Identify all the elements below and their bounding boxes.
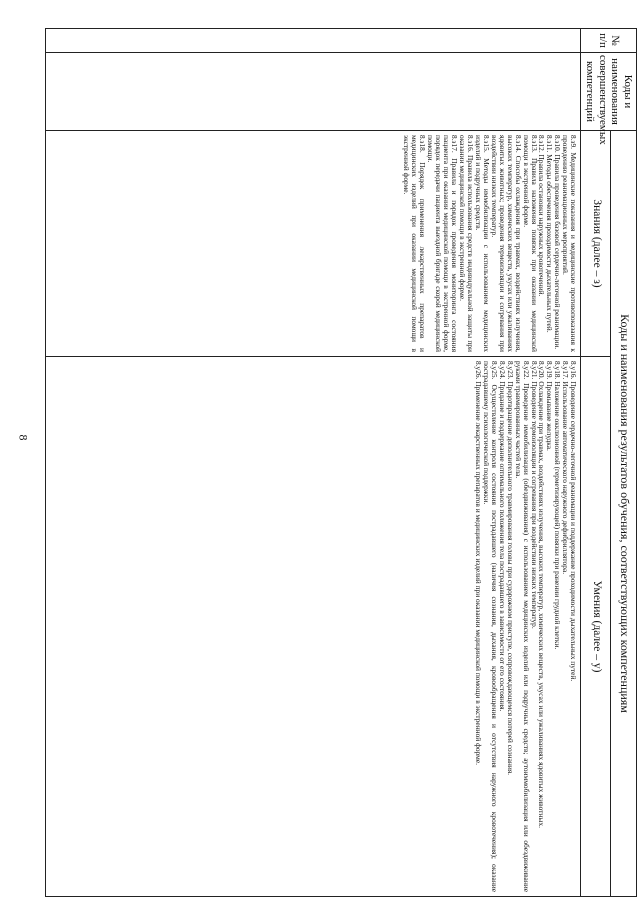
skill-item: 8.у23. Предотвращение дополнительного травмирования головы при судорожном приступе, сопровождающемся потерей сознания. xyxy=(505,361,515,776)
skill-item: 8.у20. Охлаждение при травмах, воздействиях излучения, высоких температур, химических веществ, укусах или ужаливаниях ядовитых животных. xyxy=(537,361,547,828)
knowledge-item: 8.з11. Методы обеспечения проходимости дыхательных путей. xyxy=(545,135,555,333)
rotated-table-area xyxy=(25,0,640,905)
cell-knowledge xyxy=(46,131,581,357)
knowledge-item: 8.з12. Правила остановки наружных кровотечений. xyxy=(537,135,547,297)
skill-item: 8.у16. Проведение сердечно-легочной реанимации и поддержание проходимости дыхательных путей. xyxy=(569,361,579,682)
competency-table xyxy=(45,28,637,897)
skill-item: 8.у17. Использование автоматического наружного дефибриллятора. xyxy=(561,361,571,575)
skill-item: 8.у25. Осуществление контроля состояния пострадавшего (наличия сознания, дыхания, кровообращения и отсутствия наружного кровотечения); оказание пострадавшему психологической поддержки. xyxy=(481,361,499,893)
skill-item: 8.у24. Придание и поддержание оптимального положения тела пострадавшего в зависимости от его состояния. xyxy=(497,361,507,712)
knowledge-item: 8.з16. Правила использования средств индивидуальной защиты при оказании медицинской помощи в экстренной форме. xyxy=(457,135,475,352)
knowledge-item: 8.з15. Методы иммобилизации с использованием медицинских изделий и подручных средств. xyxy=(473,135,491,352)
knowledge-item: 8.з18. Порядок применения лекарственных препаратов и медицинских изделий при оказании медицинской помощи в экстренной форме. xyxy=(401,135,427,352)
page-number: 8 xyxy=(16,434,31,441)
header-knowledge: Знания (далее – з) xyxy=(581,131,611,357)
skill-item: 8.у18. Наложение окклюзионной (герметизирующей) повязки при ранении грудной клетки. xyxy=(553,361,563,650)
header-number: № п/п xyxy=(581,29,637,53)
knowledge-item: 8.з17. Правила и порядок проведения мониторинга состояния пациента при оказании медицинской помощи в экстренной форме, порядок передачи пациента выездной бригаде скорой медицинской помощи. xyxy=(425,135,459,352)
skill-item: 8.у21. Проведение термоизоляции и согревания при воздействии низких температур. xyxy=(529,361,539,629)
knowledge-item: 8.з13. Правила наложения повязок при оказании медицинской помощи в экстренной форме. xyxy=(521,135,539,352)
knowledge-item: 8.з9. Медицинские показания и медицинские противопоказания к проведению реанимационных мероприятий. xyxy=(561,135,579,352)
skill-item: 8.у22. Проведение иммобилизации (обездвиживания) с использованием медицинских изделий или подручных средств; аутоиммобилизация или обездвиживание руками травмированных частей тела. xyxy=(513,361,531,893)
skill-item: 8.у26. Применение лекарственных препаратов и медицинских изделий при оказании медицинской помощи в экстренной форме. xyxy=(473,361,483,765)
cell-competency-code xyxy=(46,53,581,131)
header-skills: Умения (далее – у) xyxy=(581,357,611,897)
header-learning-results: Коды и наименования результатов обучения, соответствующих компетенциям xyxy=(611,131,637,897)
cell-skills xyxy=(46,357,581,897)
knowledge-item: 8.з10. Правила проведения базовой сердечно-легочной реанимации. xyxy=(553,135,563,350)
table-rotation-frame xyxy=(37,28,637,898)
cell-number xyxy=(46,29,581,53)
skill-item: 8.у19. Промывание желудка. xyxy=(545,361,555,451)
knowledge-item: 8.з14. Способы охлаждения при травмах, воздействиях излучения, высоких температур, химических веществ, укусах или ужаливаниях ядовитых животных; проведения термоизоляции и согревания при воздействии низких температур. xyxy=(489,135,523,352)
header-competency-codes: Коды и наименования совершенствуемых компетенций xyxy=(581,53,637,131)
